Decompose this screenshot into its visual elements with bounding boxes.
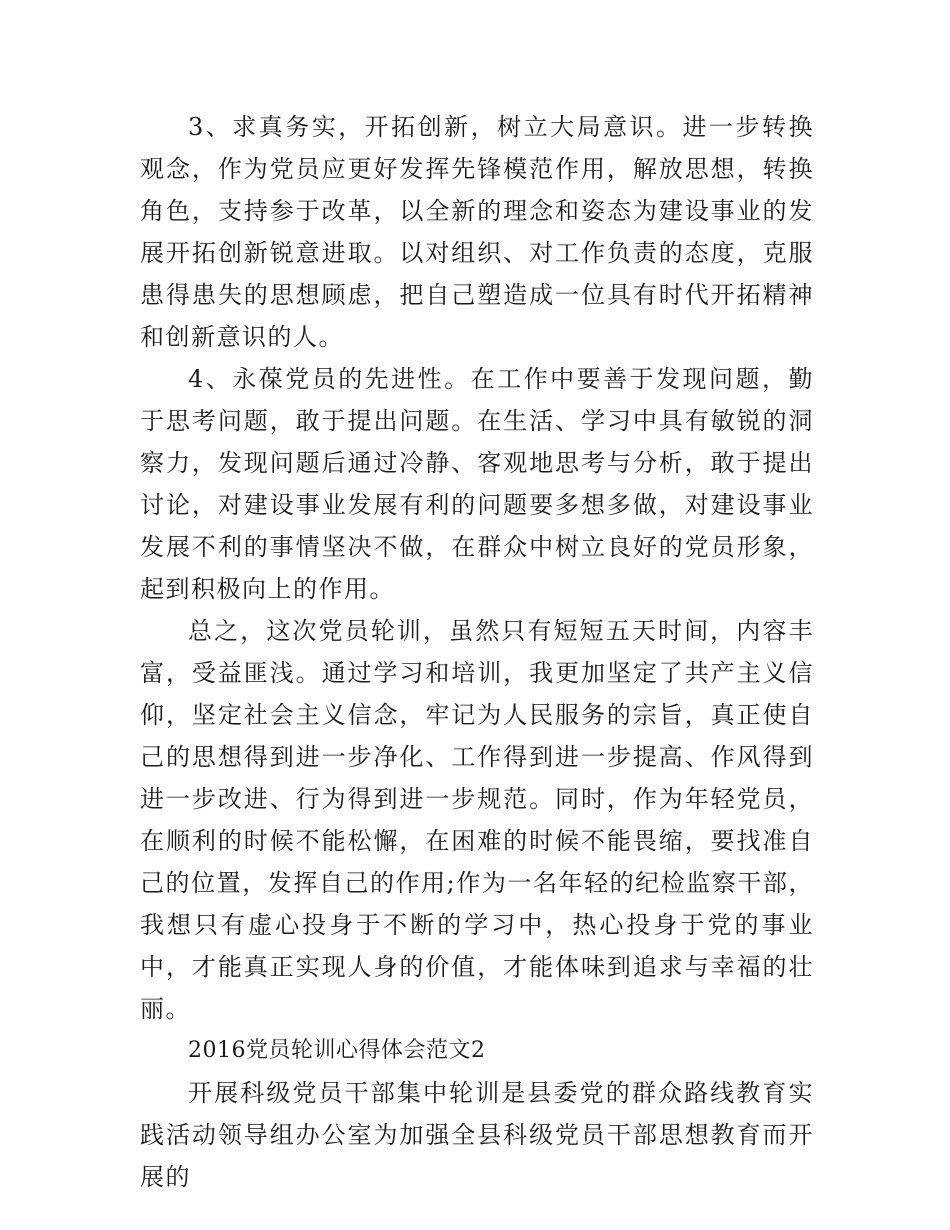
paragraph-3: 总之，这次党员轮训，虽然只有短短五天时间，内容丰富，受益匪浅。通过学习和培训，我更加坚定了共产主义信仰，坚定社会主义信念，牢记为人民服务的宗旨，真正使自己的思想得到进一步净化、工作得到进一步提高、作风得到进一步改进、行为得到进一步规范。同时，作为年轻党员，在顺利的时候不能松懈，在困难的时候不能畏缩，要找准自己的位置，发挥自己的作用;作为一名年轻的纪检监察干部，我想只有虚心投身于不断的学习中，热心投身于党的事业中，才能真正实现人身的价值，才能体味到追求与幸福的壮丽。 [140, 617, 814, 1023]
paragraph-2: 4、永葆党员的先进性。在工作中要善于发现问题，勤于思考问题，敢于提出问题。在生活、学习中具有敏锐的洞察力，发现问题后通过冷静、客观地思考与分析，敢于提出讨论，对建设事业发展有利的问题要多想多做，对建设事业发展不利的事情坚决不做，在群众中树立良好的党员形象，起到积极向上的作用。 [140, 365, 814, 603]
document-page [140, 106, 814, 1198]
paragraph-4: 开展科级党员干部集中轮训是县委党的群众路线教育实践活动领导组办公室为加强全县科级党员干部思想教育而开展的 [140, 1079, 814, 1191]
paragraph-1: 3、求真务实，开拓创新，树立大局意识。进一步转换观念，作为党员应更好发挥先锋模范作用，解放思想，转换角色，支持参于改革，以全新的理念和姿态为建设事业的发展开拓创新锐意进取。以对组织、对工作负责的态度，克服患得患失的思想顾虑，把自己塑造成一位具有时代开拓精神和创新意识的人。 [140, 113, 814, 351]
section-heading: 2016党员轮训心得体会范文2 [188, 1038, 486, 1063]
